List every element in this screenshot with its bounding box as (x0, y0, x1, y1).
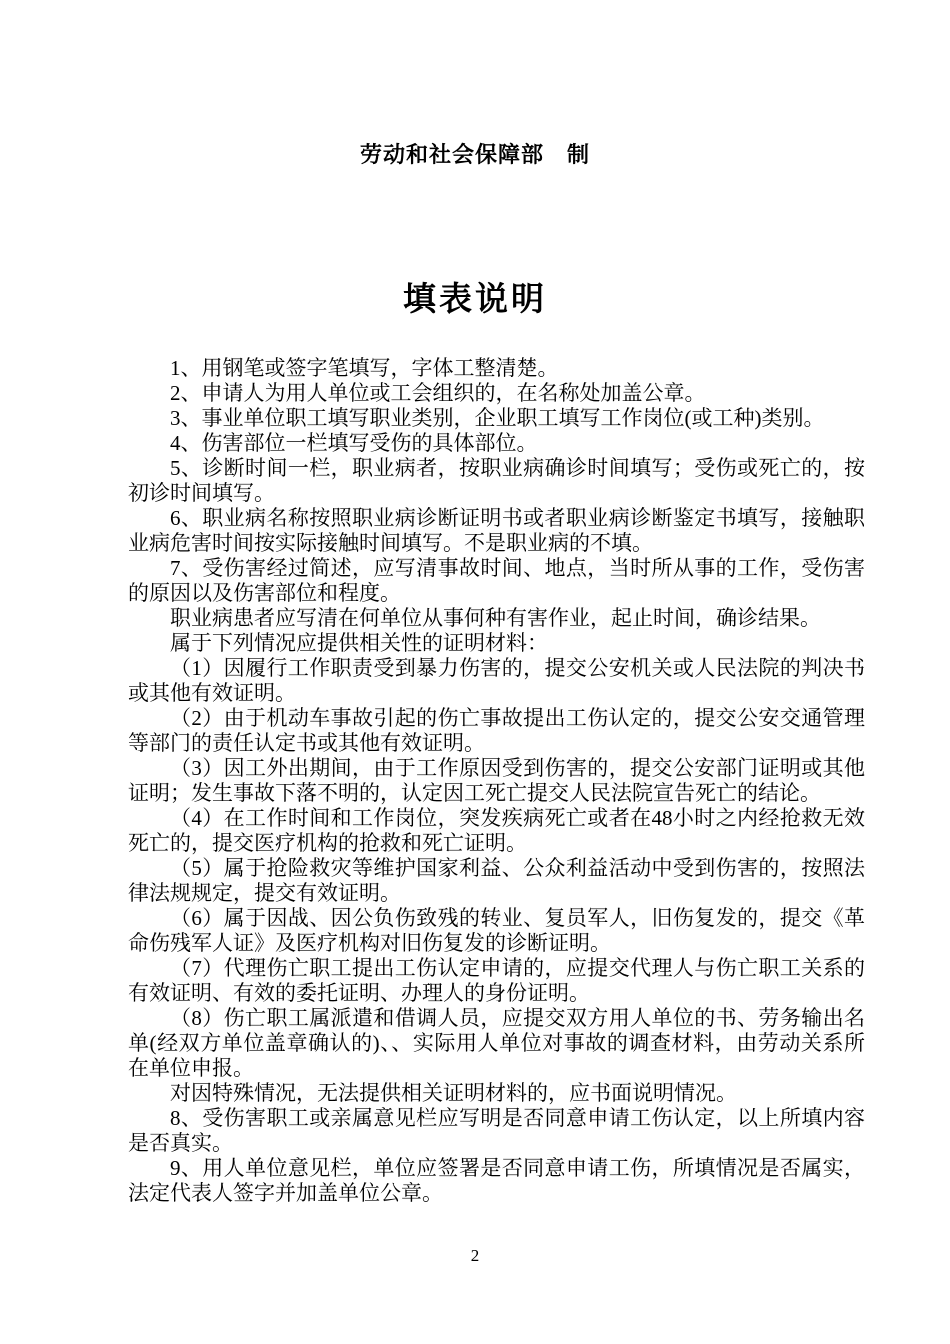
paragraph: （4）在工作时间和工作岗位，突发疾病死亡或者在48小时之内经抢救无效死亡的，提交医疗机构的抢救和死亡证明。 (128, 806, 865, 855)
paragraph: （6）属于因战、因公负伤致残的转业、复员军人，旧伤复发的，提交《革命伤残军人证》及医疗机构对旧伤复发的诊断证明。 (128, 906, 865, 955)
paragraph: 8、受伤害职工或亲属意见栏应写明是否同意申请工伤认定，以上所填内容是否真实。 (128, 1106, 865, 1155)
page-number: 2 (470, 1246, 480, 1265)
paragraph: 1、用钢笔或签字笔填写，字体工整清楚。 (170, 356, 559, 380)
paragraph: 4、伤害部位一栏填写受伤的具体部位。 (170, 431, 538, 455)
paragraph: 对因特殊情况，无法提供相关证明材料的，应书面说明情况。 (170, 1081, 737, 1105)
document-issuer-header: 劳动和社会保障部 制 (359, 142, 590, 167)
page-title: 填表说明 (403, 280, 547, 317)
paragraph: （8）伤亡职工属派遣和借调人员，应提交双方用人单位的书、劳务输出名单(经双方单位盖章确认的)、、实际用人单位对事故的调查材料，由劳动关系所在单位申报。 (128, 1006, 865, 1080)
paragraph: 6、职业病名称按照职业病诊断证明书或者职业病诊断鉴定书填写，接触职业病危害时间按实际接触时间填写。不是职业病的不填。 (128, 506, 865, 555)
paragraph: （2）由于机动车事故引起的伤亡事故提出工伤认定的，提交公安交通管理等部门的责任认定书或其他有效证明。 (128, 706, 865, 755)
paragraph: 2、申请人为用人单位或工会组织的，在名称处加盖公章。 (170, 381, 706, 405)
paragraph: （5）属于抢险救灾等维护国家利益、公众利益活动中受到伤害的，按照法律法规规定，提交有效证明。 (128, 856, 865, 905)
document-body (0, 356, 950, 1206)
paragraph: 7、受伤害经过简述，应写清事故时间、地点，当时所从事的工作，受伤害的原因以及伤害部位和程度。 (128, 556, 865, 605)
paragraph: （7）代理伤亡职工提出工伤认定申请的，应提交代理人与伤亡职工关系的有效证明、有效的委托证明、办理人的身份证明。 (128, 956, 865, 1005)
paragraph: 5、诊断时间一栏，职业病者，按职业病确诊时间填写；受伤或死亡的，按初诊时间填写。 (128, 456, 865, 505)
paragraph: （3）因工外出期间，由于工作原因受到伤害的，提交公安部门证明或其他证明；发生事故下落不明的，认定因工死亡提交人民法院宣告死亡的结论。 (128, 756, 865, 805)
paragraph: 职业病患者应写清在何单位从事何种有害作业，起止时间，确诊结果。 (170, 606, 821, 630)
paragraph: 属于下列情况应提供相关性的证明材料： (170, 631, 548, 655)
paragraph: （1）因履行工作职责受到暴力伤害的，提交公安机关或人民法院的判决书或其他有效证明。 (128, 656, 865, 705)
paragraph: 9、用人单位意见栏，单位应签署是否同意申请工伤，所填情况是否属实，法定代表人签字并加盖单位公章。 (128, 1156, 865, 1205)
paragraph: 3、事业单位职工填写职业类别，企业职工填写工作岗位(或工种)类别。 (170, 406, 825, 430)
